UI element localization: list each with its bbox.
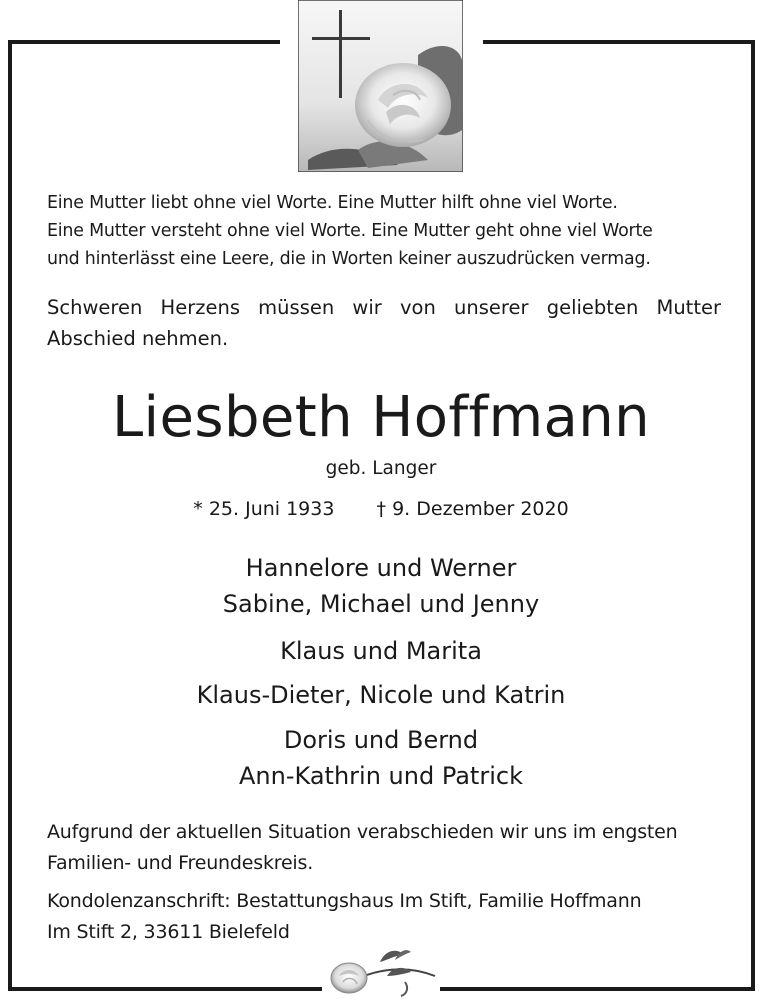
family-line: Ann-Kathrin und Patrick bbox=[239, 762, 523, 790]
intro-paragraph bbox=[47, 292, 721, 354]
poem-line: Eine Mutter liebt ohne viel Worte. Eine Mutter hilft ohne viel Worte. bbox=[47, 193, 618, 213]
frame-bottom-right bbox=[440, 987, 755, 991]
deceased-name: Liesbeth Hoffmann bbox=[111, 385, 651, 450]
frame-top-left bbox=[8, 40, 280, 44]
birth-date: * 25. Juni 1933 bbox=[193, 498, 335, 520]
family-line: Klaus-Dieter, Nicole und Katrin bbox=[196, 681, 566, 709]
notice-line: Familien- und Freundeskreis. bbox=[47, 852, 314, 874]
poem bbox=[47, 189, 723, 273]
poem-line: und hinterlässt eine Leere, die in Worten keiner auszudrücken vermag. bbox=[47, 249, 651, 269]
family-line: Doris und Bernd bbox=[283, 726, 479, 754]
death-date: † 9. Dezember 2020 bbox=[376, 498, 569, 520]
frame-top-right bbox=[483, 40, 755, 44]
notice-line: Aufgrund der aktuellen Situation verabschieden wir uns im engsten bbox=[47, 821, 678, 843]
family-group-1 bbox=[0, 550, 762, 622]
condolence-line: Im Stift 2, 33611 Bielefeld bbox=[47, 921, 290, 943]
condolence-line: Kondolenzanschrift: Bestattungshaus Im Stift, Familie Hoffmann bbox=[47, 890, 642, 912]
life-dates bbox=[0, 496, 762, 522]
cross-rose-image bbox=[298, 0, 463, 172]
condolence-address bbox=[47, 886, 727, 948]
frame-bottom-left bbox=[8, 987, 322, 991]
family-line: Hannelore und Werner bbox=[245, 554, 517, 582]
family-group-3 bbox=[0, 677, 762, 713]
cross-and-rose-icon bbox=[298, 0, 463, 172]
family-group-2 bbox=[0, 633, 762, 669]
poem-line: Eine Mutter versteht ohne viel Worte. Eine Mutter geht ohne viel Worte bbox=[47, 221, 653, 241]
notice-paragraph bbox=[47, 817, 727, 879]
intro-line: Abschied nehmen. bbox=[47, 327, 229, 350]
family-line: Klaus und Marita bbox=[280, 637, 482, 665]
rose-icon bbox=[325, 942, 437, 998]
intro-line: Schweren Herzens müssen wir von unserer geliebten Mutter bbox=[47, 296, 721, 319]
maiden-name: geb. Langer bbox=[325, 458, 437, 479]
family-group-4 bbox=[0, 722, 762, 794]
family-line: Sabine, Michael und Jenny bbox=[222, 590, 540, 618]
